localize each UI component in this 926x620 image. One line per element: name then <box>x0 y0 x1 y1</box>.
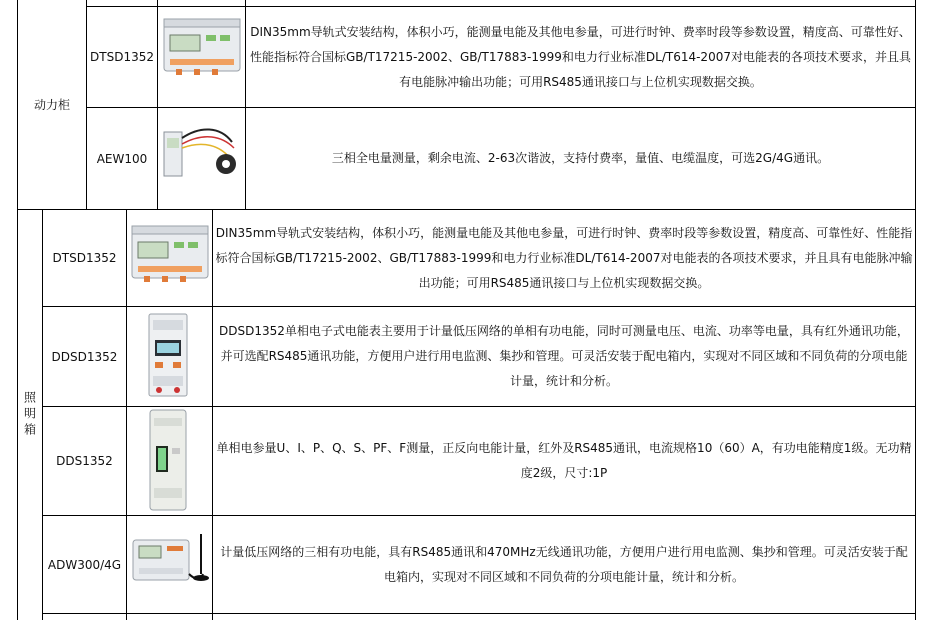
model-cell: DDS1352 <box>56 454 113 468</box>
model-cell: DTSD1352 <box>90 50 154 64</box>
narrow-single-phase-meter-image <box>140 408 196 516</box>
description-cell: 三相全电量测量，剩余电流、2-63次谐波，支持付费率，量值、电缆温度，可选2G/4G通讯。 <box>331 151 830 165</box>
description-cell: 计量低压网络的三相有功电能，具有RS485通讯和470MHz无线通讯功能，方便用户进行用电监测、集抄和管理。可灵活安装于配电箱内，实现对不同区域和不同负荷的分项电能计量，统计和分析。 <box>220 544 908 584</box>
model-cell: DDSD1352 <box>51 349 118 364</box>
din-rail-three-phase-meter-image <box>130 222 210 288</box>
description-cell: DIN35mm导轨式安装结构，体积小巧，能测量电能及其他电参量，可进行时钟、费率时段等参数设置，精度高、可靠性好、性能指标符合国标GB/T17215-2002、GB/T17883-1999和电力行业标准DL/T614-2007对电能表的各项技术要求，并且具有电能脉冲输出功能；可用RS485通讯接口与上位机实现数据交换。 <box>215 225 913 290</box>
description-cell: 单相电参量U、I、P、Q、S、PF、F测量，正反向电能计量，红外及RS485通讯，电流规格10（60）A，有功电能精度1级。无功精度2级，尺寸:1P <box>216 441 912 480</box>
model-cell: DTSD1352 <box>52 251 117 265</box>
single-phase-din-meter-image <box>145 312 191 402</box>
model-cell: AEW100 <box>96 151 148 166</box>
section-label: 照明箱 <box>22 391 37 439</box>
description-cell: DDSD1352单相电子式电能表主要用于计量低压网络的单相有功电能，同时可测量电压、电流、功率等电量，具有红外通讯功能，并可选配RS485通讯功能，方便用户进行用电监测、集抄和管理。可灵活安装于配电箱内，实现对不同区域和不同负荷的分项电能计量，统计和分析。 <box>219 324 909 388</box>
section-label: 动力柜 <box>33 98 70 112</box>
wireless-meter-with-antenna-image <box>131 530 211 594</box>
meter-with-ct-cables-image <box>160 118 242 188</box>
description-cell: DIN35mm导轨式安装结构，体积小巧，能测量电能及其他电参量，可进行时钟、费率时段等参数设置，精度高、可靠性好、性能指标符合国标GB/T17215-2002、GB/T17883-1999和电力行业标准DL/T614-2007对电能表的各项技术要求，并且具有电能脉冲输出功能；可用RS485通讯接口与上位机实现数据交换。 <box>250 24 911 89</box>
din-rail-three-phase-meter-image <box>162 15 242 81</box>
model-cell: ADW300/4G <box>47 557 122 572</box>
